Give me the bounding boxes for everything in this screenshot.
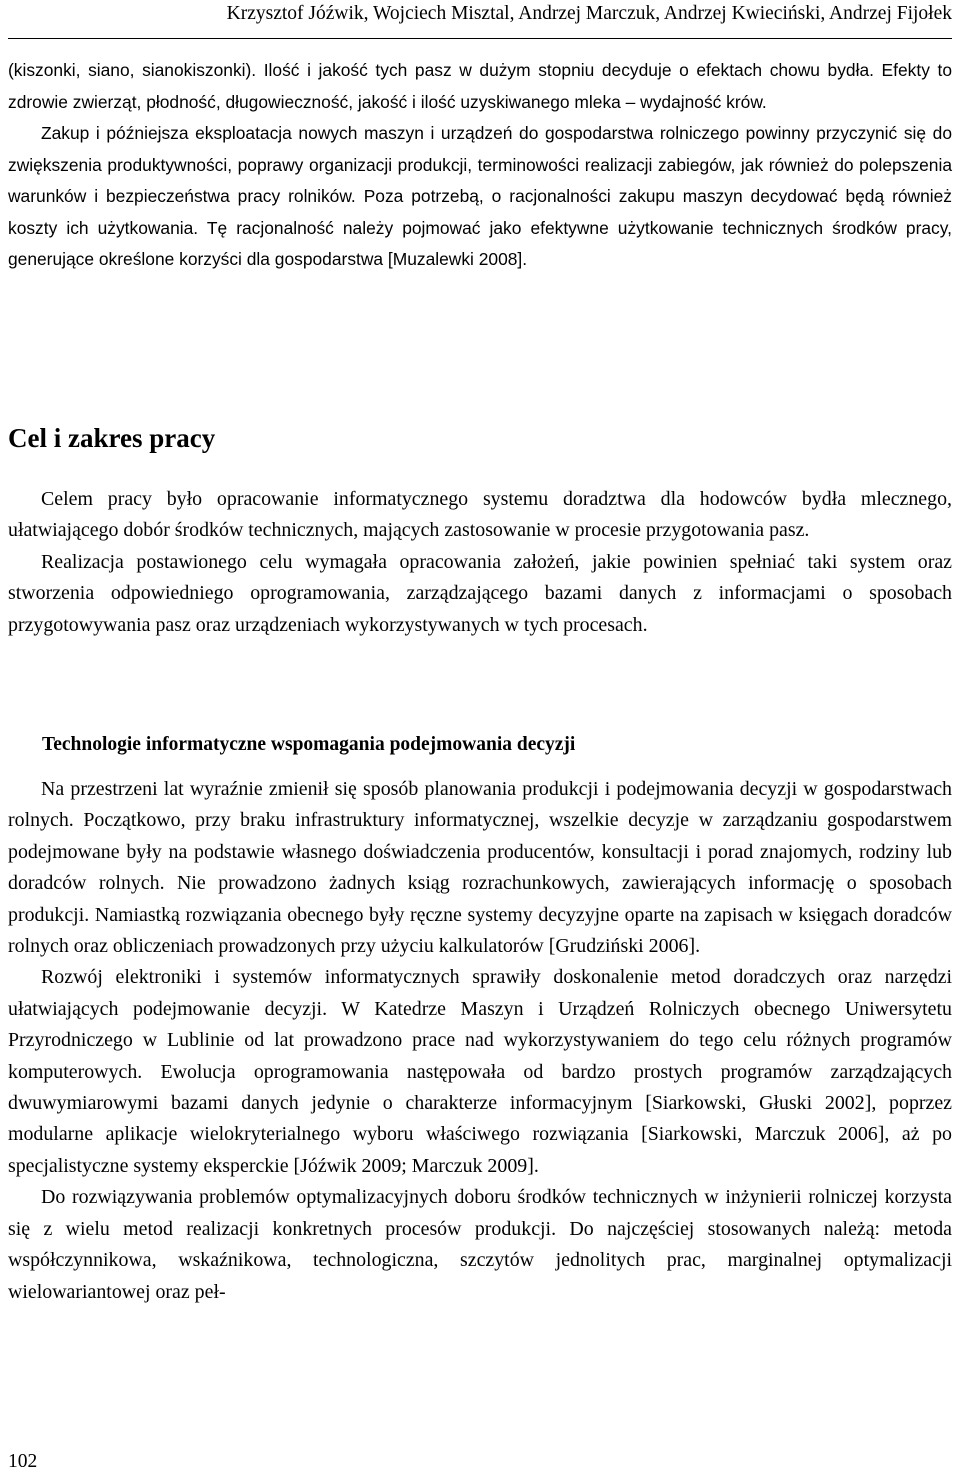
section-2-paragraph-1: Na przestrzeni lat wyraźnie zmienił się sposób planowania produkcji i podejmowania decyzji w gospodarstwach rolnych. Początkowo, przy braku infrastruktury informatycznej, wszelkie decyzje w zarządzaniu gospodarstwem podejmowane były na podstawie własnego doświadczenia producentów, konsultacji i porad znajomych, rodziny lub doradców rolnych. Nie prowadzono żadnych ksiąg rozrachunkowych, zawierających informację o sposobach produkcji. Namiastką rozwiązania obecnego były ręczne systemy decyzyjne oparte na zapisach w księgach doradców rolnych oraz obliczeniach prowadzonych przy użyciu kalkulatorów [Grudziński 2006]. xyxy=(8,778,952,958)
section-1-text xyxy=(8,484,952,641)
section-heading-cel: Cel i zakres pracy xyxy=(8,423,216,453)
section-1-paragraph-1: Celem pracy było opracowanie informatycznego systemu doradztwa dla hodowców bydła mlecznego, ułatwiającego dobór środków technicznych, mających zastosowanie w procesie przygotowania pasz. xyxy=(8,488,952,542)
section-2-text xyxy=(8,774,952,1308)
section-heading-technologie: Technologie informatyczne wspomagania podejmowania decyzji xyxy=(42,734,576,755)
header-authors: Krzysztof Jóźwik, Wojciech Misztal, Andrzej Marczuk, Andrzej Kwieciński, Andrzej Fijołek xyxy=(226,3,952,24)
intro-paragraph-2: Zakup i późniejsza eksploatacja nowych maszyn i urządzeń do gospodarstwa rolniczego powinny przyczynić się do zwiększenia produktywności, poprawy organizacji produkcji, terminowości realizacji zabiegów, jak również do polepszenia warunków i bezpieczeństwa pracy rolników. Poza potrzebą, o racjonalności zakupu maszyn decydować będą również koszty ich użytkowania. Tę racjonalność należy pojmować jako efektywne użytkowanie technicznych środków pracy, generujące określone korzyści dla gospodarstwa [Muzalewki 2008]. xyxy=(8,123,952,269)
running-header xyxy=(8,2,952,39)
section-1-paragraph-2: Realizacja postawionego celu wymagała opracowania założeń, jakie powinien spełniać taki system oraz stworzenia odpowiedniego oprogramowania, zarządzającego bazami danych z informacjami o sposobach przygotowywania pasz oraz urządzeniach wykorzystywanych w tych procesach. xyxy=(8,550,952,636)
intro-text xyxy=(8,55,952,276)
section-2-paragraph-2: Rozwój elektroniki i systemów informatycznych sprawiły doskonalenie metod doradczych oraz narzędzi ułatwiających podejmowanie decyzji. W Katedrze Maszyn i Urządzeń Rolniczych obecnego Uniwersytetu Przyrodniczego w Lublinie od lat prowadzono prace nad wykorzystywaniem do tego celu różnych programów komputerowych. Ewolucja oprogramowania następowała od bardzo prostych programów zarządzających dwuwymiarowymi bazami danych jedynie o charakterze informacyjnym [Siarkowski, Głuski 2002], poprzez modularne aplikacje wielokryterialnego wyboru właściwego rozwiązania [Siarkowski, Marczuk 2006], aż po specjalistyczne systemy eksperckie [Jóźwik 2009; Marczuk 2009]. xyxy=(8,966,952,1177)
intro-paragraph-1: (kiszonki, siano, sianokiszonki). Ilość i jakość tych pasz w dużym stopniu decyduje o efektach chowu bydła. Efekty to zdrowie zwierząt, płodność, długowieczność, jakość i ilość uzyskiwanego mleka – wydajność krów. xyxy=(8,60,952,112)
page-number: 102 xyxy=(8,1451,38,1472)
section-2-paragraph-3: Do rozwiązywania problemów optymalizacyjnych doboru środków technicznych w inżynierii rolniczej korzysta się z wielu metod realizacji konkretnych procesów produkcji. Do najczęściej stosowanych należą: metoda współczynnikowa, wskaźnikowa, technologiczna, szczytów jednolitych prac, marginalnej optymalizacji wielowariantowej oraz peł- xyxy=(8,1186,952,1303)
